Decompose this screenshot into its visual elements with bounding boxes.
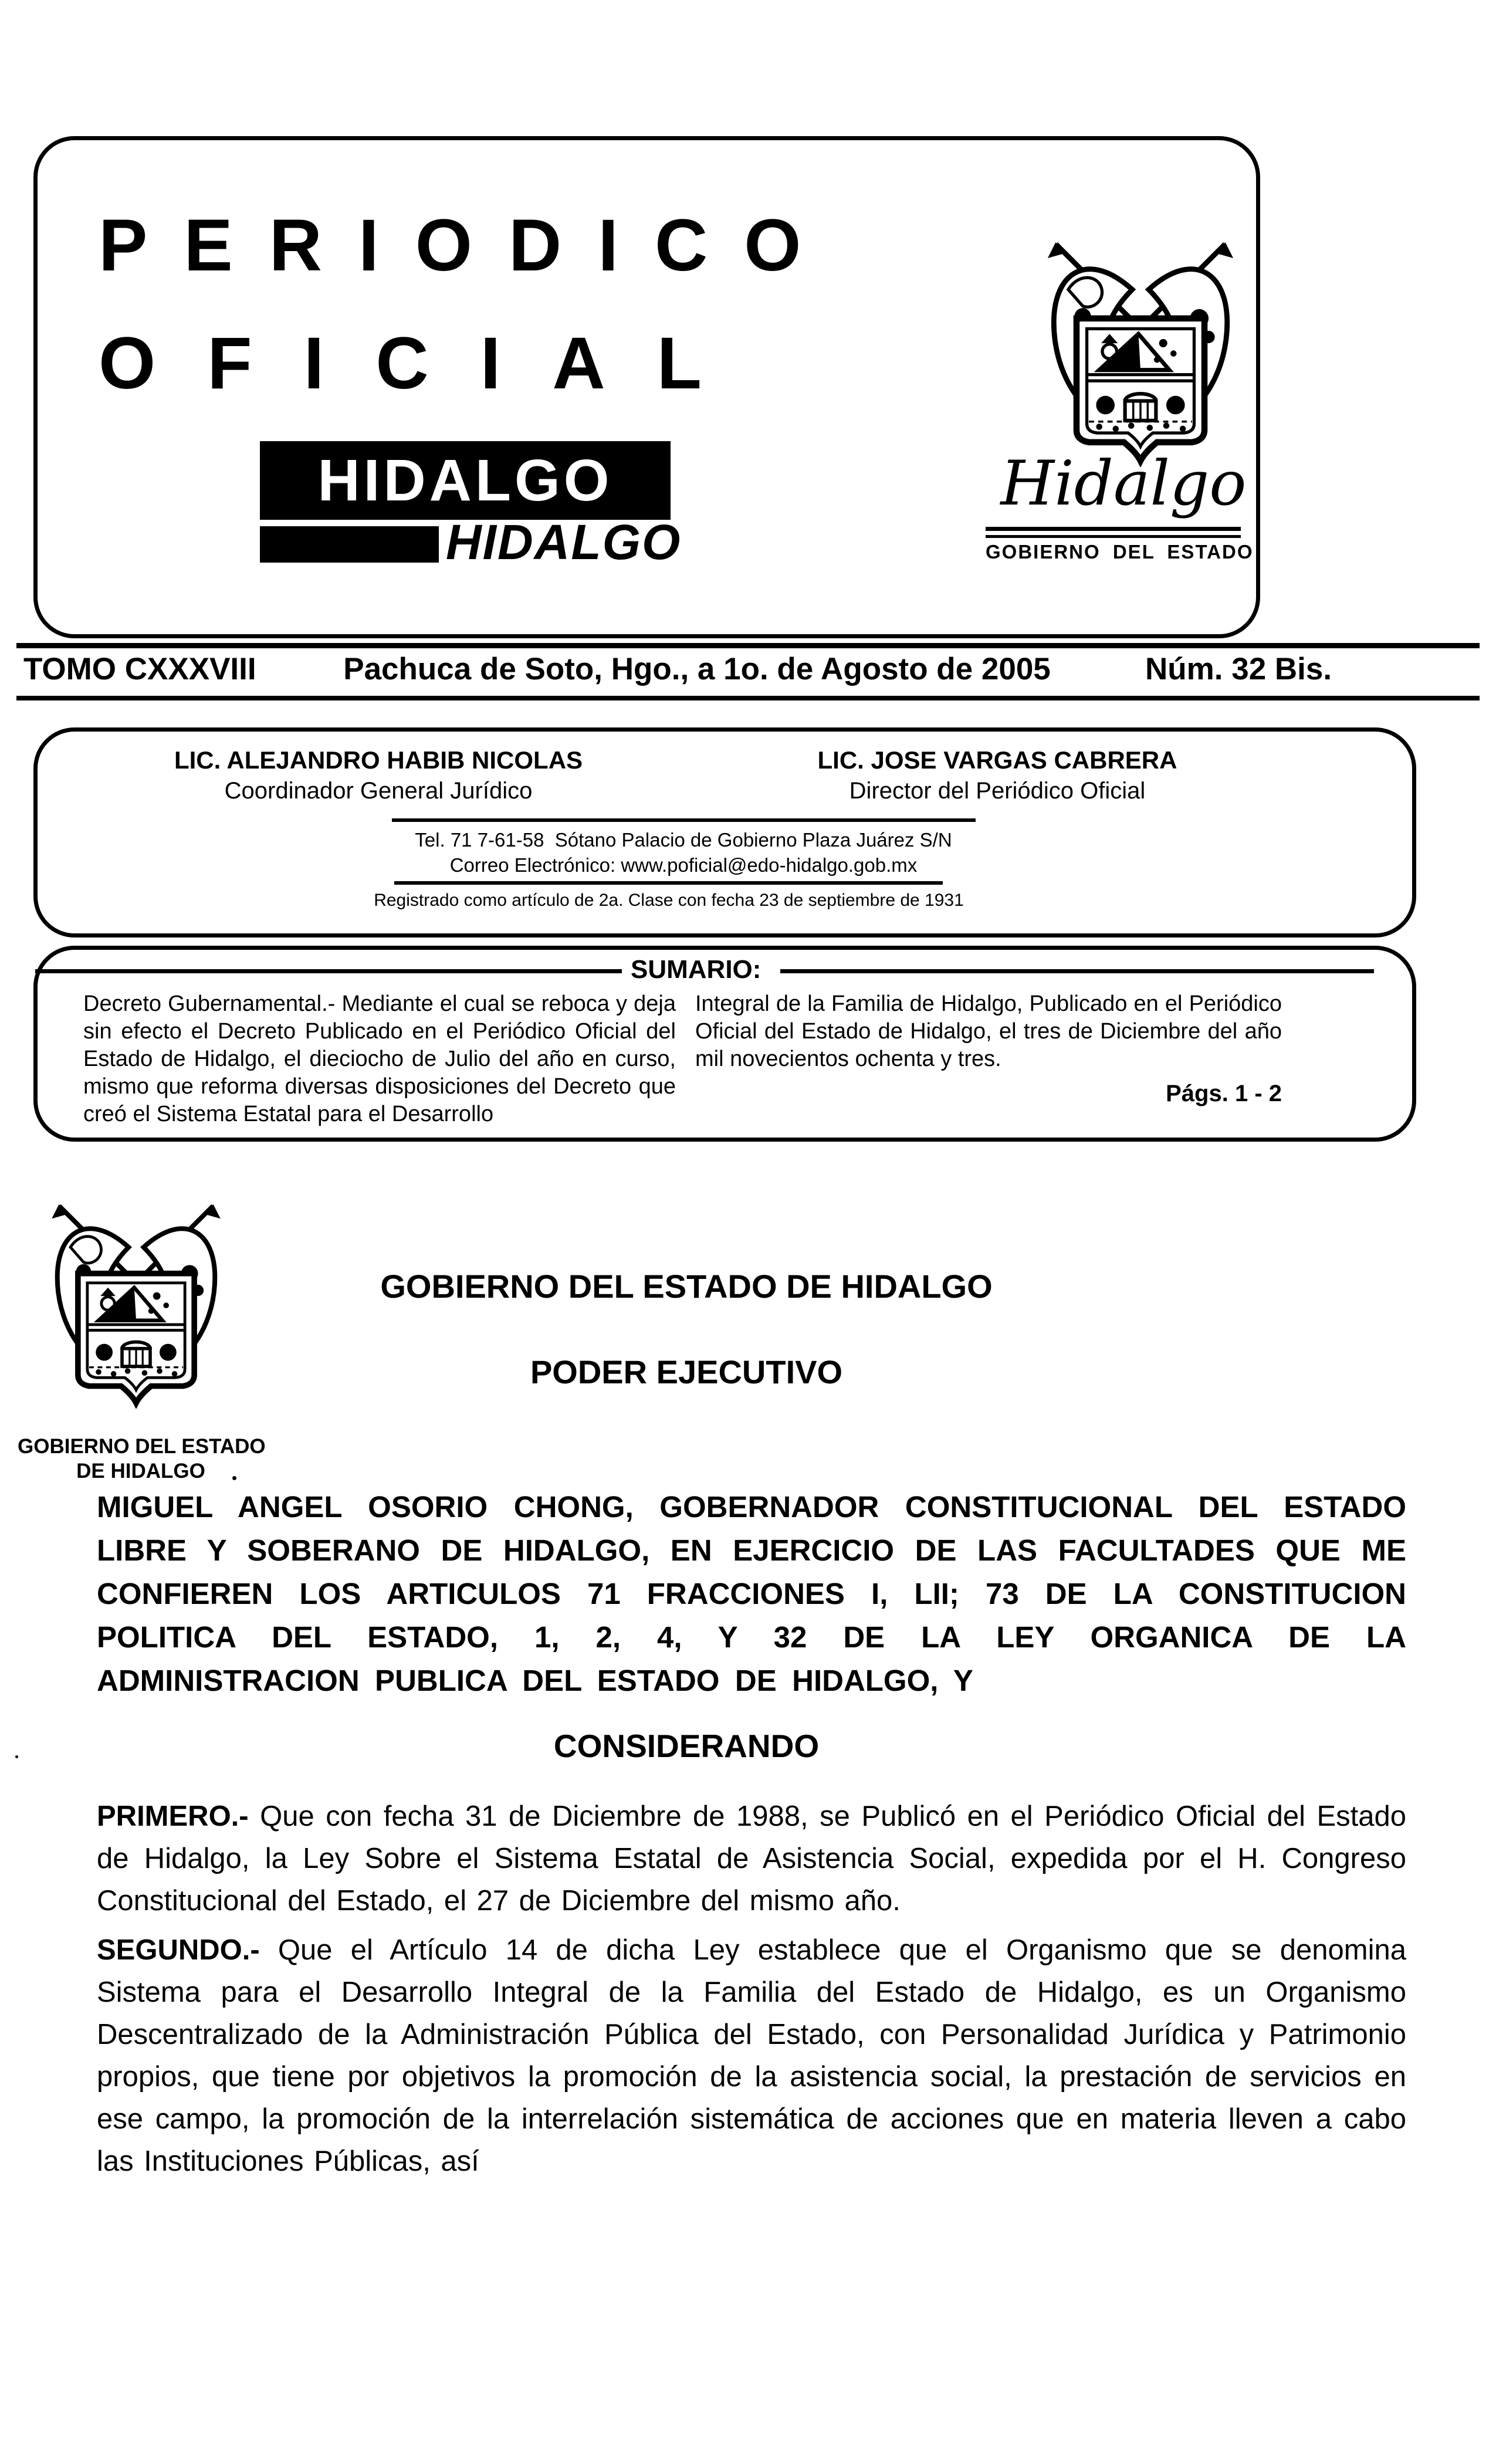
- issue-bar-top-rule: [16, 643, 1480, 648]
- masthead-title-line2: OFICIAL: [99, 323, 753, 404]
- section-heading-government: GOBIERNO DEL ESTADO DE HIDALGO: [380, 1268, 993, 1305]
- segundo-label: SEGUNDO.-: [97, 1934, 260, 1966]
- body-emblem-caption-line1: GOBIERNO DEL ESTADO: [18, 1435, 266, 1458]
- sumario-label: SUMARIO:: [631, 955, 761, 984]
- primero-text: Que con fecha 31 de Diciembre de 1988, se Publicó en el Periódico Oficial del Estado de Hidalgo, la Ley Sobre el Sistema Estatal de Asistencia Social, expedida por el H. Congreso Constitucional del Estado, el 27 de Diciembre del mismo año.: [97, 1800, 1406, 1917]
- scan-speck: [232, 1476, 236, 1480]
- issue-number: Núm. 32 Bis.: [1145, 652, 1332, 686]
- officials-divider-rule: [394, 881, 943, 885]
- sumario-rule-right: [780, 969, 1374, 973]
- emblem-rule: [986, 527, 1241, 531]
- considerando-heading: CONSIDERANDO: [553, 1728, 820, 1764]
- primero-label: PRIMERO.-: [97, 1800, 249, 1832]
- primero-paragraph: [97, 1795, 1406, 1922]
- place-and-date: Pachuca de Soto, Hgo., a 1o. de Agosto de 2005: [343, 652, 1051, 686]
- sumario-pages: Págs. 1 - 2: [1166, 1081, 1282, 1106]
- hidalgo-logo-black-bar: [260, 526, 439, 563]
- tomo-number: TOMO CXXXVIII: [23, 652, 256, 686]
- emblem-rule: [986, 535, 1241, 538]
- coordinator-title: Coordinador General Jurídico: [224, 778, 533, 804]
- scan-speck: [15, 1755, 18, 1758]
- coordinator-name: LIC. ALEJANDRO HABIB NICOLAS: [174, 746, 583, 774]
- contact-phone-address: Tel. 71 7-61-58 Sótano Palacio de Gobierno Plaza Juárez S/N: [415, 829, 952, 851]
- body-emblem-caption-line2: DE HIDALGO: [76, 1460, 205, 1483]
- sumario-right-column: Integral de la Familia de Hidalgo, Publicado en el Periódico Oficial del Estado de Hidalgo, el tres de Diciembre del año mil novecientos ochenta y tres.: [695, 991, 1282, 1071]
- decree-intro-paragraph: MIGUEL ANGEL OSORIO CHONG, GOBERNADOR CONSTITUCIONAL DEL ESTADO LIBRE Y SOBERANO DE HIDALGO, EN EJERCICIO DE LAS FACULTADES QUE ME CONFIEREN LOS ARTICULOS 71 FRACCIONES I, LII; 73 DE LA CONSTITUCION POLITICA DEL ESTADO, 1, 2, 4, Y 32 DE LA LEY ORGANICA DE LA ADMINISTRACION PUBLICA DEL ESTADO DE HIDALGO, Y: [97, 1490, 1406, 1697]
- contact-email: Correo Electrónico: www.poficial@edo-hidalgo.gob.mx: [449, 854, 918, 876]
- section-heading-executive: PODER EJECUTIVO: [530, 1353, 843, 1390]
- issue-bar-bottom-rule: [16, 696, 1480, 700]
- hidalgo-script-signature: Hidalgo: [1000, 448, 1247, 519]
- director-title: Director del Periódico Oficial: [849, 778, 1146, 804]
- emblem-caption: GOBIERNO DEL ESTADO: [986, 541, 1254, 563]
- segundo-text: Que el Artículo 14 de dicha Ley establece que el Organismo que se denomina Sistema para el Desarrollo Integral de la Familia del Estado de Hidalgo, es un Organismo Descentralizado de la Administración Pública del Estado, con Personalidad Jurídica y Patrimonio propios, que tiene por objetivos la promoción de la asistencia social, la prestación de servicios en ese campo, la promoción de la interrelación sistemática de acciones que en materia lleven a cabo las Instituciones Públicas, así: [97, 1934, 1406, 2177]
- registration-note: Registrado como artículo de 2a. Clase con fecha 23 de septiembre de 1931: [374, 891, 964, 910]
- masthead-title-line1: PERIODICO: [99, 205, 838, 286]
- director-name: LIC. JOSE VARGAS CABRERA: [817, 746, 1177, 774]
- hidalgo-logo-box: [260, 441, 671, 520]
- hidalgo-logo-text: HIDALGO: [317, 447, 613, 513]
- hidalgo-logo-italic-text: HIDALGO: [446, 515, 682, 570]
- officials-divider-rule: [392, 818, 976, 822]
- state-coat-of-arms-icon: [1037, 228, 1244, 467]
- sumario-left-column: Decreto Gubernamental.- Mediante el cual se reboca y deja sin efecto el Decreto Publicado en el Periódico Oficial del Estado de Hidalgo, el dieciocho de Julio del año en curso, mismo que reforma diversas disposiciones del Decreto que creó el Sistema Estatal para el Desarrollo: [83, 991, 676, 1126]
- sumario-rule-left: [35, 969, 622, 973]
- segundo-paragraph: [97, 1929, 1406, 2182]
